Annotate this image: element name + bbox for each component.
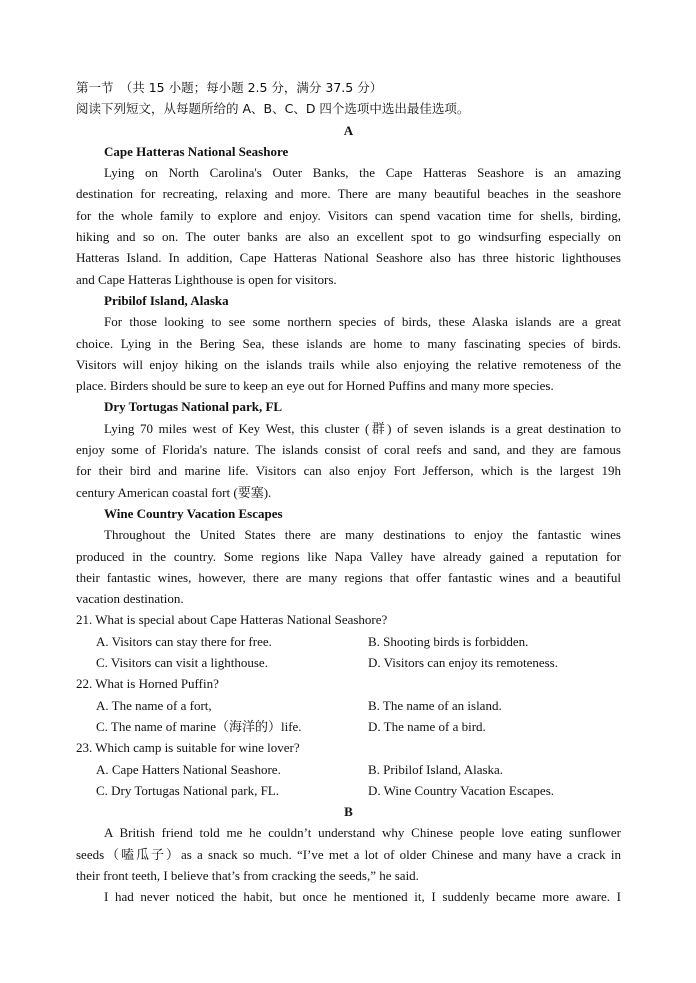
paragraph-line: A British friend told me he couldn’t understand why Chinese people love eating sunflower (104, 825, 621, 841)
option-d[interactable]: D. Wine Country Vacation Escapes. (368, 782, 555, 798)
options-row (76, 652, 621, 673)
option-a[interactable]: A. The name of a fort, (96, 697, 212, 713)
paragraph-line: enjoy some of Florida's nature. The islands consist of coral reefs and sand, and they are famous (76, 442, 621, 458)
instruction: 阅读下列短文，从每题所给的 A、B、C、D 四个选项中选出最佳选项。 (76, 101, 470, 117)
passage-b-label: B (344, 804, 353, 820)
paragraph-line: destination for recreating, relaxing and more. There are many beautiful beaches in the seashore (76, 186, 621, 202)
options-row (76, 631, 621, 652)
question-22: 22. What is Horned Puffin? (76, 676, 219, 692)
paragraph-line: hiking and so on. The outer banks are also an excellent spot to go windsurfing especially on (76, 229, 621, 245)
paragraph-line: Throughout the United States there are many destinations to enjoy the fantastic wines (104, 527, 621, 543)
option-d[interactable]: D. Visitors can enjoy its remoteness. (368, 655, 558, 671)
paragraph-line: choice. Lying in the Bering Sea, these islands are home to many fascinating species of birds. (76, 335, 621, 351)
paragraph-line: place. Birders should be sure to keep an eye out for Horned Puffins and many more species. (76, 378, 554, 394)
paragraph-line: vacation destination. (76, 591, 184, 607)
paragraph-line: century American coastal fort (要塞). (76, 484, 272, 500)
section-header: 第一节 （共 15 小题；每小题 2.5 分，满分 37.5 分） (76, 80, 383, 95)
option-b[interactable]: B. Pribilof Island, Alaska. (368, 761, 504, 777)
paragraph-line: their fantastic wines, however, there are many regions that offer fantastic wines and a beautiful (76, 569, 621, 585)
section-title-pribilof: Pribilof Island, Alaska (104, 292, 229, 308)
option-c[interactable]: C. Visitors can visit a lighthouse. (96, 655, 268, 671)
option-c[interactable]: C. Dry Tortugas National park, FL. (96, 782, 279, 798)
options-row (76, 695, 621, 716)
options-row (76, 759, 621, 780)
option-a[interactable]: A. Cape Hatters National Seashore. (96, 761, 281, 777)
paragraph-line: for their bird and marine life. Visitors can also enjoy Fort Jefferson, which is the largest 19h (76, 463, 621, 479)
option-b[interactable]: B. The name of an island. (368, 697, 502, 713)
paragraph-line: seeds（嗑瓜子）as a snack so much. “I’ve met a lot of older Chinese and many have a crack in (76, 846, 621, 862)
paragraph-line: Lying on North Carolina's Outer Banks, the Cape Hatteras Seashore is an amazing (104, 165, 621, 181)
option-d[interactable]: D. The name of a bird. (368, 718, 486, 734)
paragraph-line: For those looking to see some northern species of birds, these Alaska islands are a great (104, 314, 621, 330)
option-a[interactable]: A. Visitors can stay there for free. (96, 633, 272, 649)
paragraph-line: Visitors will enjoy hiking on the islands trails while also enjoying the relative remoteness of the (76, 356, 621, 372)
paragraph-line: and Cape Hatteras Lighthouse is open for visitors. (76, 271, 337, 287)
section-title-cape-hatteras: Cape Hatteras National Seashore (104, 143, 289, 159)
option-c[interactable]: C. The name of marine（海洋的）life. (96, 718, 302, 734)
passage-a-label: A (343, 122, 354, 138)
option-b[interactable]: B. Shooting birds is forbidden. (368, 633, 529, 649)
question-23: 23. Which camp is suitable for wine lover? (76, 740, 300, 756)
options-row (76, 716, 621, 737)
section-title-dry-tortugas: Dry Tortugas National park, FL (104, 399, 283, 415)
paragraph-line: I had never noticed the habit, but once he mentioned it, I suddenly became more aware. I (104, 889, 621, 905)
paragraph-line: their front teeth, I believe that’s from cracking the seeds,” he said. (76, 867, 419, 883)
paragraph-line: Lying 70 miles west of Key West, this cluster (群) of seven islands is a great destination to (104, 420, 621, 436)
section-title-wine-country: Wine Country Vacation Escapes (104, 505, 283, 521)
paragraph-line: for the whole family to explore and enjoy. Visitors can spend vacation time for shells, birding, (76, 207, 621, 223)
paragraph-line: produced in the country. Some regions like Napa Valley have already gained a reputation for (76, 548, 621, 564)
exam-page (76, 77, 621, 908)
options-row (76, 780, 621, 801)
paragraph-line: Hatteras Island. In addition, Cape Hatteras National Seashore also has three historic lighthouses (76, 250, 621, 266)
question-21: 21. What is special about Cape Hatteras National Seashore? (76, 612, 388, 628)
